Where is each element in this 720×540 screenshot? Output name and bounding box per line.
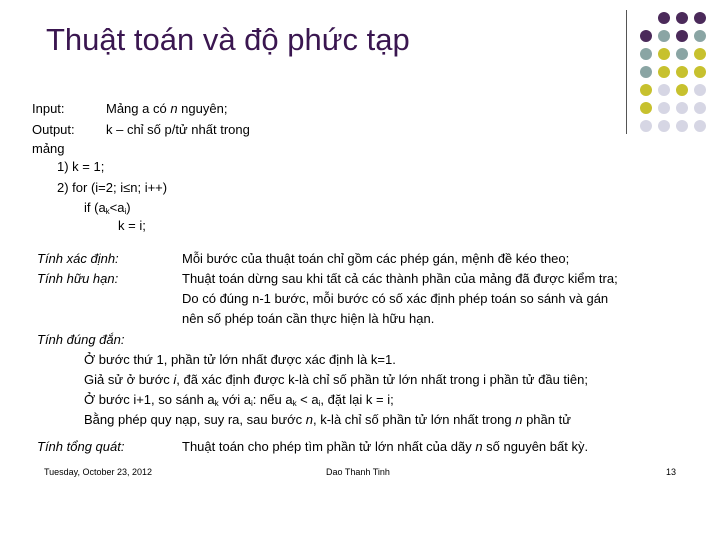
decorative-dot xyxy=(640,84,652,96)
decorative-dot xyxy=(640,48,652,60)
decorative-dot xyxy=(676,30,688,42)
decorative-dot xyxy=(640,66,652,78)
decorative-dot xyxy=(694,102,706,114)
footer-page-number: 13 xyxy=(666,467,677,477)
input-label: Input: xyxy=(32,101,65,116)
decorative-dot xyxy=(694,66,706,78)
xacdinh-label: Tính xác định: xyxy=(37,251,119,266)
decorative-dot xyxy=(694,120,706,132)
footer-author: Dao Thanh Tinh xyxy=(326,467,390,477)
huuhan-label: Tính hữu hạn: xyxy=(37,271,119,286)
dungdan-line-2: Giả sử ở bước i, đã xác định được k-là chỉ số phần tử lớn nhất trong i phần tử đầu tiên; xyxy=(84,372,588,387)
divider-line xyxy=(626,10,627,134)
decorative-dot xyxy=(640,120,652,132)
dungdan-line-1: Ở bước thứ 1, phần tử lớn nhất được xác định là k=1. xyxy=(84,352,396,367)
decorative-dot xyxy=(640,102,652,114)
decorative-dot xyxy=(694,12,706,24)
huuhan-line-1: Thuật toán dừng sau khi tất cả các thành phần của mảng đã được kiểm tra; xyxy=(182,271,618,286)
xacdinh-text: Mỗi bước của thuật toán chỉ gồm các phép gán, mệnh đề kéo theo; xyxy=(182,251,570,266)
decorative-dot xyxy=(658,84,670,96)
footer-date: Tuesday, October 23, 2012 xyxy=(44,467,153,477)
tongquat-text: Thuật toán cho phép tìm phần tử lớn nhất của dãy n số nguyên bất kỳ. xyxy=(182,439,589,454)
tongquat-label: Tính tổng quát: xyxy=(37,439,125,454)
decorative-dot xyxy=(658,48,670,60)
decorative-dot xyxy=(658,120,670,132)
dungdan-label: Tính đúng đắn: xyxy=(37,332,125,347)
decorative-dot xyxy=(694,30,706,42)
decorative-dot xyxy=(694,48,706,60)
algorithm-assign-line: k = i; xyxy=(118,218,146,233)
output-text-cont: mảng xyxy=(32,141,65,156)
huuhan-line-2: Do có đúng n-1 bước, mỗi bước có số xác định phép toán so sánh và gán xyxy=(182,291,609,306)
decorative-dot xyxy=(676,120,688,132)
decorative-dot xyxy=(658,102,670,114)
decorative-dot xyxy=(676,48,688,60)
decorative-dot xyxy=(676,102,688,114)
algorithm-if-line: if $(a_k<a_i)$ xyxy=(84,200,131,216)
output-label: Output: xyxy=(32,122,75,137)
input-text: Mảng a có n nguyên; xyxy=(106,101,228,116)
output-text: k – chỉ số p/tử nhất trong xyxy=(106,122,250,137)
dungdan-line-4: Bằng phép quy nạp, suy ra, sau bước n, k-là chỉ số phần tử lớn nhất trong n phần tử xyxy=(84,412,571,427)
decorative-dot xyxy=(640,30,652,42)
decorative-dot xyxy=(694,84,706,96)
decorative-dot xyxy=(658,66,670,78)
decorative-dot xyxy=(658,30,670,42)
algorithm-step-2: 2) for (i=2; i≤n; i++) xyxy=(57,180,168,195)
algorithm-step-1: 1) k = 1; xyxy=(57,159,105,174)
decorative-dot xyxy=(658,12,670,24)
huuhan-line-3: nên số phép toán cần thực hiện là hữu hạn. xyxy=(182,311,435,326)
decorative-dot xyxy=(676,66,688,78)
decorative-dot xyxy=(676,12,688,24)
dungdan-line-3: Ở bước i+1, so sánh $a_k$ với $a_i$: nếu $a_k < a_i$, đặt lại k = i; xyxy=(84,392,394,408)
slide-title: Thuật toán và độ phức tạp xyxy=(46,22,410,57)
decorative-dot xyxy=(676,84,688,96)
